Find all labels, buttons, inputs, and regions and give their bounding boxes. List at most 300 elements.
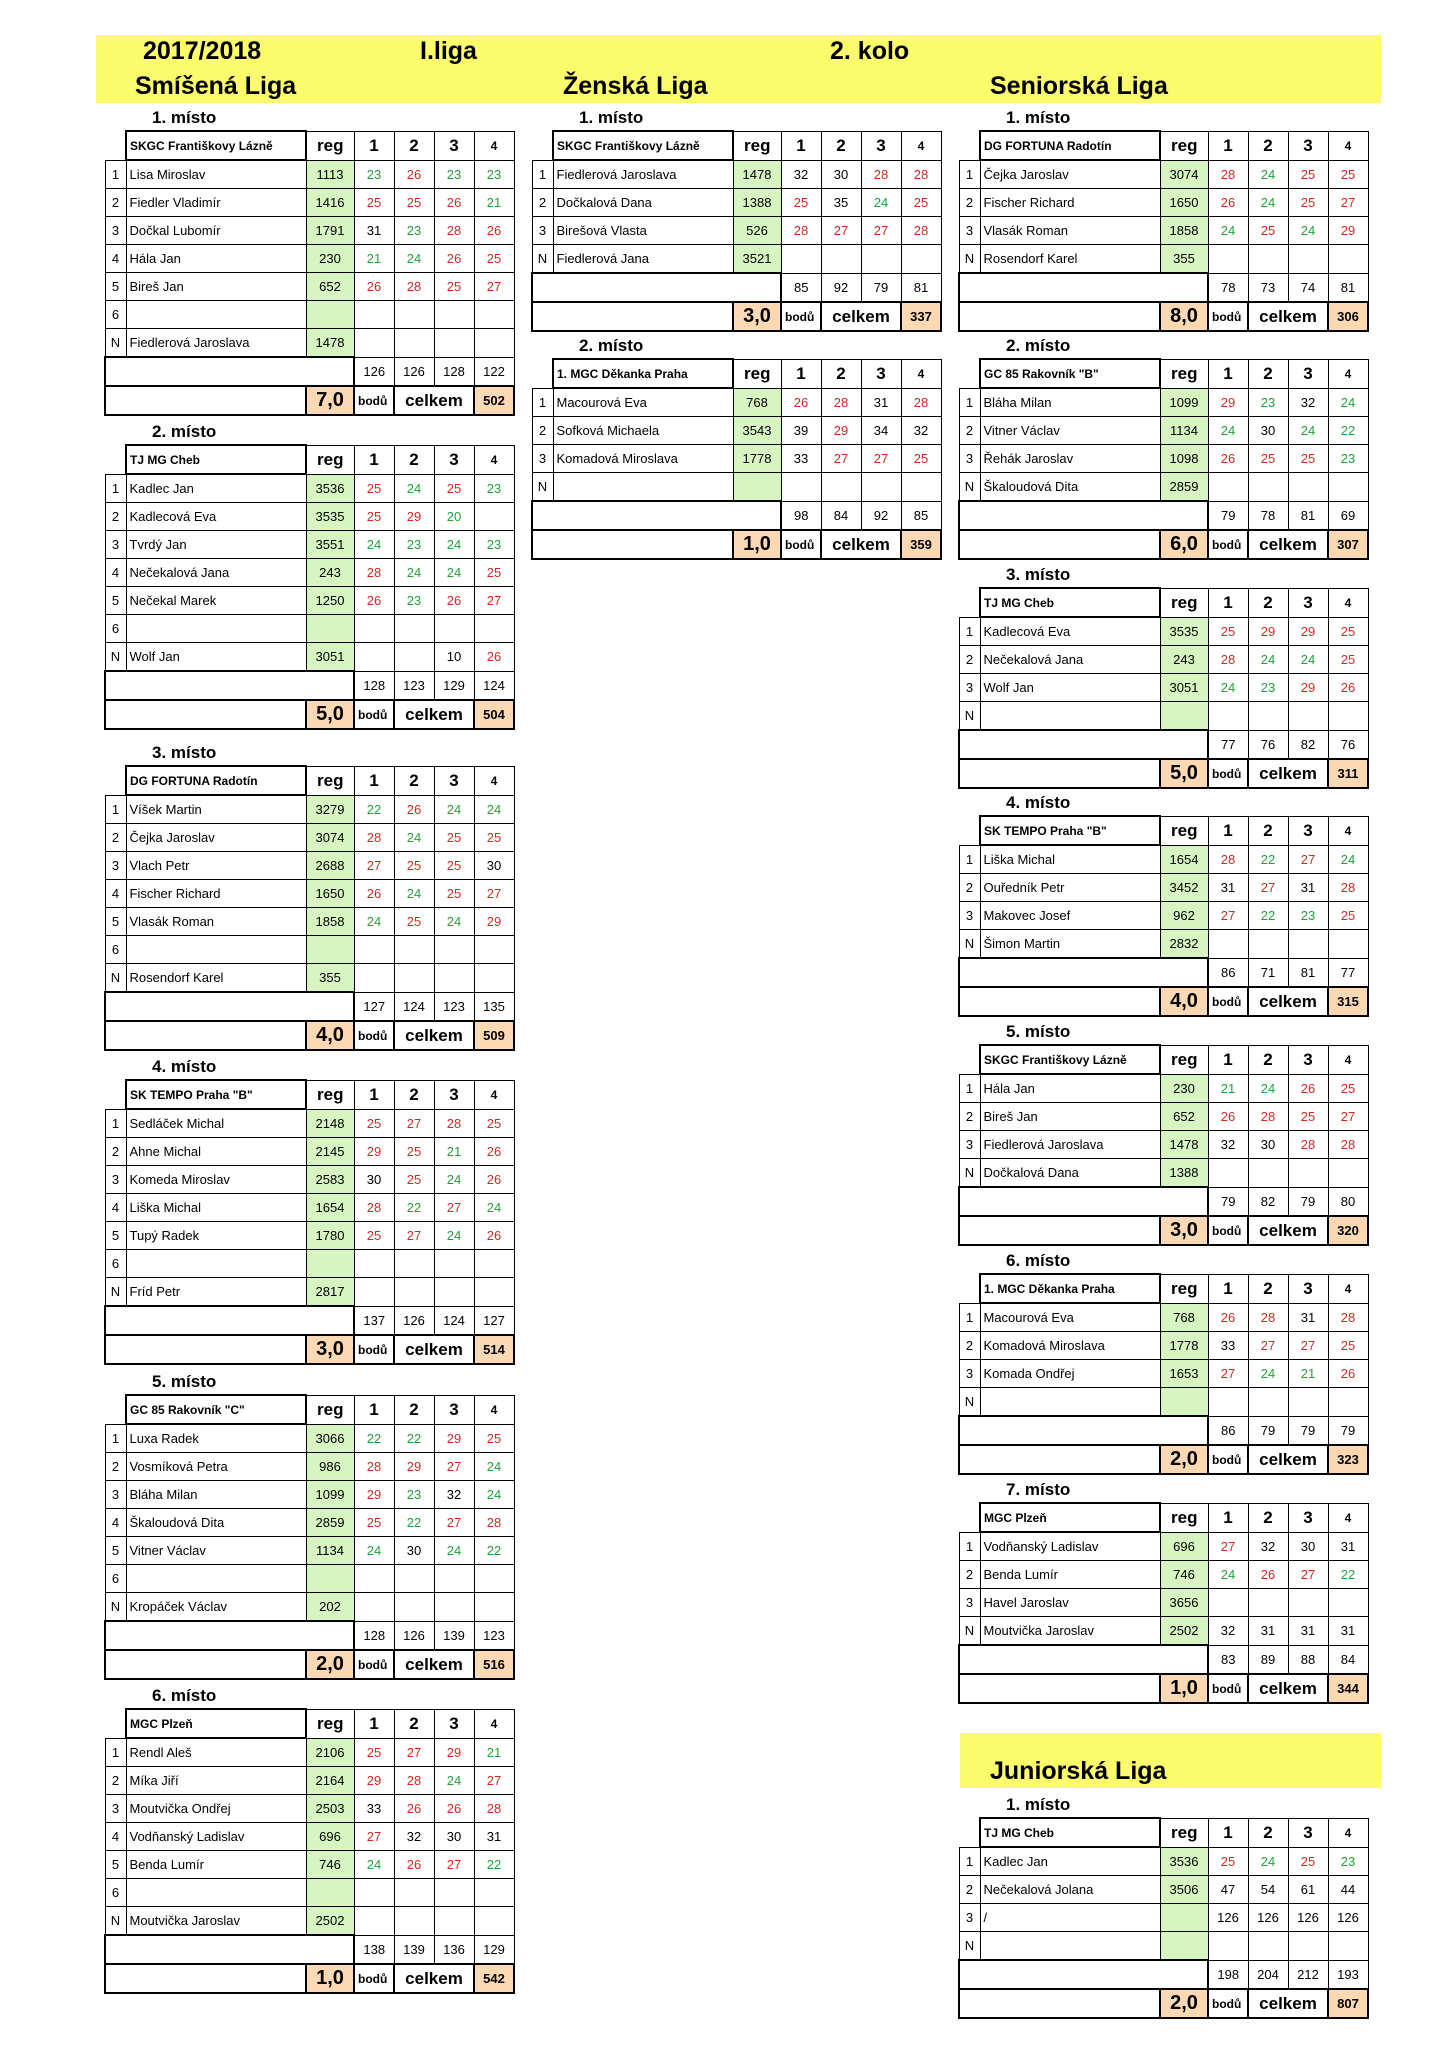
player-score: 29 [434, 1424, 474, 1453]
player-score: 28 [901, 160, 941, 189]
player-score: 24 [434, 908, 474, 936]
player-row [105, 503, 514, 531]
player-score: 24 [434, 795, 474, 824]
player-row [105, 1593, 514, 1622]
player-score [434, 615, 474, 643]
round-total: 128 [354, 671, 394, 700]
player-reg: 2859 [306, 1509, 354, 1537]
player-score: 28 [1208, 646, 1248, 674]
round-total: 123 [394, 671, 434, 700]
round-totals-spacer [959, 1187, 1208, 1216]
player-score: 25 [434, 474, 474, 503]
player-score [474, 936, 514, 964]
player-score: 126 [1208, 1904, 1248, 1932]
player-score [354, 964, 394, 993]
player-score: 21 [1288, 1360, 1328, 1388]
player-score: 30 [1248, 1131, 1288, 1159]
player-score: 28 [1328, 1303, 1368, 1332]
player-score [354, 1879, 394, 1907]
player-order: 3 [959, 1904, 980, 1932]
summary-spacer [959, 1674, 1160, 1703]
team-points: 8,0 [1160, 302, 1208, 331]
player-name [126, 301, 306, 329]
player-score: 23 [394, 1481, 434, 1509]
player-name: Ouředník Petr [980, 874, 1160, 902]
player-score: 29 [1208, 388, 1248, 417]
player-score: 29 [1288, 674, 1328, 702]
player-score: 26 [434, 587, 474, 615]
player-row [532, 189, 941, 217]
player-order: 2 [532, 189, 553, 217]
round-2-header: 2 [821, 131, 861, 160]
player-score [354, 1593, 394, 1622]
club-name: GC 85 Rakovník "C" [126, 1395, 306, 1424]
player-score: 25 [901, 189, 941, 217]
player-score: 22 [354, 1424, 394, 1453]
player-score: 28 [1208, 160, 1248, 189]
club-name: GC 85 Rakovník "B" [980, 359, 1160, 388]
player-reg: 3452 [1160, 874, 1208, 902]
player-reg: 1388 [733, 189, 781, 217]
player-score: 61 [1288, 1876, 1328, 1904]
player-name: Kadlec Jan [980, 1847, 1160, 1876]
player-score: 25 [474, 824, 514, 852]
player-row [105, 1250, 514, 1278]
round-3-header: 3 [1288, 588, 1328, 617]
player-reg: 2583 [306, 1166, 354, 1194]
player-score: 21 [1208, 1074, 1248, 1103]
player-reg [306, 1250, 354, 1278]
player-score [394, 643, 434, 672]
player-order: 3 [959, 1131, 980, 1159]
player-name: Víšek Martin [126, 795, 306, 824]
round-totals-spacer [959, 1416, 1208, 1445]
player-name: Nečekalová Jana [126, 559, 306, 587]
reg-header: reg [306, 1709, 354, 1738]
spacer-cell [105, 1709, 126, 1738]
round-total: 77 [1208, 730, 1248, 759]
player-order: 1 [532, 388, 553, 417]
round-4-header: 4 [1328, 1045, 1368, 1074]
player-name: / [980, 1904, 1160, 1932]
player-score [1328, 1159, 1368, 1188]
player-order: 1 [959, 1303, 980, 1332]
round-totals-spacer [105, 1621, 354, 1650]
player-order: N [959, 473, 980, 502]
player-score: 27 [1288, 1332, 1328, 1360]
summary-row [959, 302, 1368, 331]
player-score: 24 [861, 189, 901, 217]
player-order: 1 [959, 617, 980, 646]
club-name: 1. MGC Děkanka Praha [980, 1274, 1160, 1303]
player-score: 126 [1328, 1904, 1368, 1932]
player-score: 28 [1208, 845, 1248, 874]
round-total: 139 [394, 1935, 434, 1964]
player-score [1208, 1589, 1248, 1617]
player-reg: 1134 [1160, 417, 1208, 445]
player-row [959, 1904, 1368, 1932]
player-score: 25 [394, 852, 434, 880]
player-order: N [105, 964, 126, 993]
summary-row [959, 987, 1368, 1016]
player-score: 25 [354, 474, 394, 503]
player-order: N [959, 245, 980, 274]
player-score: 31 [474, 1823, 514, 1851]
player-order: 4 [105, 559, 126, 587]
player-score: 26 [434, 1795, 474, 1823]
player-score: 20 [434, 503, 474, 531]
player-row [105, 559, 514, 587]
summary-spacer [105, 386, 306, 415]
team-total: 306 [1328, 302, 1368, 331]
summary-spacer [959, 530, 1160, 559]
player-score [394, 936, 434, 964]
player-score: 27 [861, 217, 901, 245]
header-row [959, 816, 1368, 845]
player-order: 2 [959, 417, 980, 445]
round-3-header: 3 [1288, 1818, 1328, 1847]
player-score [394, 1565, 434, 1593]
player-score [1328, 1388, 1368, 1417]
player-name: Vlasák Roman [980, 217, 1160, 245]
header-row [105, 445, 514, 474]
team-table [104, 765, 515, 1051]
player-reg: 202 [306, 1593, 354, 1622]
player-score: 27 [1288, 845, 1328, 874]
round-total: 127 [354, 992, 394, 1021]
player-score: 39 [781, 417, 821, 445]
reg-header: reg [306, 1395, 354, 1424]
spacer-cell [532, 131, 553, 160]
player-score: 27 [821, 445, 861, 473]
player-name: Wolf Jan [980, 674, 1160, 702]
player-row [959, 445, 1368, 473]
spacer-cell [959, 131, 980, 160]
round-totals-spacer [959, 730, 1208, 759]
player-order: 3 [959, 217, 980, 245]
round-total: 122 [474, 357, 514, 386]
player-score [1288, 1932, 1328, 1961]
team-total: 504 [474, 700, 514, 729]
round-2-header: 2 [1248, 1818, 1288, 1847]
player-order: 4 [105, 1823, 126, 1851]
player-score: 28 [781, 217, 821, 245]
player-order: 1 [105, 1738, 126, 1767]
player-name: Macourová Eva [553, 388, 733, 417]
player-score: 32 [1208, 1131, 1248, 1159]
player-score: 26 [1288, 1074, 1328, 1103]
player-row [105, 273, 514, 301]
player-reg: 230 [1160, 1074, 1208, 1103]
player-order: 3 [959, 445, 980, 473]
round-2-header: 2 [1248, 588, 1288, 617]
player-row [105, 1481, 514, 1509]
points-label: bodů [781, 530, 821, 559]
player-order: 5 [105, 587, 126, 615]
round-totals-spacer [959, 1645, 1208, 1674]
player-score [354, 1278, 394, 1307]
summary-row [105, 1021, 514, 1050]
place-label: 1. místo [1006, 108, 1071, 127]
player-score: 24 [394, 824, 434, 852]
club-name: MGC Plzeň [126, 1709, 306, 1738]
player-score: 30 [1248, 417, 1288, 445]
player-score: 26 [1248, 1561, 1288, 1589]
player-score: 26 [474, 217, 514, 245]
player-reg: 3535 [1160, 617, 1208, 646]
player-score: 28 [1328, 1131, 1368, 1159]
player-score: 26 [394, 160, 434, 189]
round-totals-spacer [532, 501, 781, 530]
player-reg: 1250 [306, 587, 354, 615]
total-label: celkem [821, 302, 901, 331]
team-total: 307 [1328, 530, 1368, 559]
player-order: N [959, 1388, 980, 1417]
player-score: 26 [1328, 1360, 1368, 1388]
team-points: 4,0 [306, 1021, 354, 1050]
player-name: Řehák Jaroslav [980, 445, 1160, 473]
player-score [901, 245, 941, 274]
player-score: 24 [1208, 417, 1248, 445]
player-name: Rendl Aleš [126, 1738, 306, 1767]
player-score: 22 [354, 795, 394, 824]
player-reg: 243 [306, 559, 354, 587]
player-order: 6 [105, 1250, 126, 1278]
round-total: 126 [394, 1306, 434, 1335]
player-order: 2 [959, 874, 980, 902]
player-score: 25 [1288, 445, 1328, 473]
player-score: 25 [354, 503, 394, 531]
player-order: N [959, 702, 980, 731]
player-reg: 1858 [1160, 217, 1208, 245]
player-score: 27 [1248, 874, 1288, 902]
player-score: 28 [901, 217, 941, 245]
player-reg: 3551 [306, 531, 354, 559]
round-total: 83 [1208, 1645, 1248, 1674]
player-row [959, 417, 1368, 445]
round-total: 126 [394, 357, 434, 386]
player-row [105, 615, 514, 643]
player-row [959, 1388, 1368, 1417]
player-score: 29 [394, 1453, 434, 1481]
player-order: 4 [105, 245, 126, 273]
place-label: 4. místo [1006, 793, 1071, 812]
round-totals-spacer [959, 958, 1208, 987]
player-score: 25 [1328, 160, 1368, 189]
player-score: 29 [1288, 617, 1328, 646]
player-name: Fiedlerová Jana [553, 245, 733, 274]
player-score [1328, 702, 1368, 731]
player-reg: 1478 [306, 329, 354, 358]
round-2-header: 2 [1248, 1045, 1288, 1074]
round-totals-row [959, 273, 1368, 302]
player-reg: 2164 [306, 1767, 354, 1795]
player-score [434, 1907, 474, 1936]
club-name: SK TEMPO Praha "B" [980, 816, 1160, 845]
player-score: 27 [1248, 1332, 1288, 1360]
round-total: 128 [354, 1621, 394, 1650]
total-label: celkem [394, 1650, 474, 1679]
player-name: Fiedler Vladimír [126, 189, 306, 217]
team-points: 5,0 [1160, 759, 1208, 788]
player-score: 28 [861, 160, 901, 189]
round-totals-spacer [105, 992, 354, 1021]
player-score: 25 [1208, 617, 1248, 646]
team-points: 3,0 [733, 302, 781, 331]
player-row [959, 874, 1368, 902]
club-name: SKGC Františkovy Lázně [126, 131, 306, 160]
player-score: 44 [1328, 1876, 1368, 1904]
player-score: 27 [394, 1222, 434, 1250]
round-total: 139 [434, 1621, 474, 1650]
reg-header: reg [1160, 588, 1208, 617]
player-reg: 230 [306, 245, 354, 273]
round-total: 85 [781, 273, 821, 302]
player-score [861, 245, 901, 274]
club-name: DG FORTUNA Radotín [980, 131, 1160, 160]
player-name: Míka Jiří [126, 1767, 306, 1795]
player-reg: 652 [1160, 1103, 1208, 1131]
player-score: 22 [474, 1537, 514, 1565]
round-totals-row [105, 1621, 514, 1650]
player-score: 34 [861, 417, 901, 445]
player-score: 30 [434, 1823, 474, 1851]
player-score: 22 [1328, 417, 1368, 445]
round-2-header: 2 [1248, 1274, 1288, 1303]
points-label: bodů [1208, 1989, 1248, 2018]
player-score [1288, 702, 1328, 731]
total-label: celkem [394, 386, 474, 415]
round-2-header: 2 [1248, 1503, 1288, 1532]
player-score: 47 [1208, 1876, 1248, 1904]
round-total: 82 [1248, 1187, 1288, 1216]
round-2-header: 2 [394, 131, 434, 160]
player-reg: 3051 [1160, 674, 1208, 702]
player-row [959, 245, 1368, 274]
player-score: 29 [821, 417, 861, 445]
player-order: 4 [105, 880, 126, 908]
player-row [105, 587, 514, 615]
round-total: 123 [474, 1621, 514, 1650]
player-name: Nečekalová Jana [980, 646, 1160, 674]
player-score: 27 [474, 273, 514, 301]
reg-header: reg [1160, 131, 1208, 160]
player-name: Vosmíková Petra [126, 1453, 306, 1481]
player-reg: 1780 [306, 1222, 354, 1250]
player-score [354, 301, 394, 329]
player-reg: 1653 [1160, 1360, 1208, 1388]
total-label: celkem [1248, 1445, 1328, 1474]
round-4-header: 4 [1328, 1503, 1368, 1532]
player-score: 25 [434, 880, 474, 908]
player-score: 31 [1328, 1617, 1368, 1646]
player-score [474, 503, 514, 531]
team-table [958, 815, 1369, 1017]
player-score: 25 [1328, 617, 1368, 646]
round-total: 79 [1208, 501, 1248, 530]
player-score: 27 [434, 1851, 474, 1879]
player-score: 23 [354, 160, 394, 189]
player-reg: 746 [1160, 1561, 1208, 1589]
player-row [105, 1879, 514, 1907]
player-name: Bláha Milan [980, 388, 1160, 417]
player-score: 33 [354, 1795, 394, 1823]
player-name [980, 1388, 1160, 1417]
player-score: 26 [354, 273, 394, 301]
header-row [959, 1045, 1368, 1074]
round-totals-row [105, 992, 514, 1021]
player-row [105, 1424, 514, 1453]
reg-header: reg [1160, 1045, 1208, 1074]
player-row [959, 1103, 1368, 1131]
player-reg: 2859 [1160, 473, 1208, 502]
team-total: 337 [901, 302, 941, 331]
player-score: 126 [1288, 1904, 1328, 1932]
player-row [532, 445, 941, 473]
round-total: 129 [474, 1935, 514, 1964]
summary-spacer [105, 1335, 306, 1364]
spacer-cell [959, 816, 980, 845]
summary-row [959, 1989, 1368, 2018]
player-score: 23 [1248, 388, 1288, 417]
player-reg: 2502 [306, 1907, 354, 1936]
player-score [1288, 1388, 1328, 1417]
player-score [1328, 1589, 1368, 1617]
player-score: 24 [1248, 1360, 1288, 1388]
header-row [105, 766, 514, 795]
player-row [532, 473, 941, 502]
player-name: Kadlecová Eva [980, 617, 1160, 646]
player-name: Bireš Jan [980, 1103, 1160, 1131]
player-reg: 696 [1160, 1532, 1208, 1561]
team-total: 344 [1328, 1674, 1368, 1703]
player-score: 23 [394, 217, 434, 245]
player-row [105, 1851, 514, 1879]
player-score: 24 [434, 1222, 474, 1250]
round-totals-row [959, 1960, 1368, 1989]
header-row [105, 1080, 514, 1109]
player-score: 26 [394, 1851, 434, 1879]
player-score: 24 [474, 1453, 514, 1481]
player-score: 25 [434, 852, 474, 880]
player-score [474, 301, 514, 329]
player-score: 29 [1248, 617, 1288, 646]
round-totals-spacer [105, 1306, 354, 1335]
total-label: celkem [821, 530, 901, 559]
player-score: 22 [1248, 902, 1288, 930]
player-score [781, 245, 821, 274]
player-reg: 1478 [733, 160, 781, 189]
club-name: SKGC Františkovy Lázně [553, 131, 733, 160]
round-total: 76 [1248, 730, 1288, 759]
points-label: bodů [354, 1021, 394, 1050]
round-total: 81 [1328, 273, 1368, 302]
player-row [959, 902, 1368, 930]
round-total: 193 [1328, 1960, 1368, 1989]
points-label: bodů [1208, 302, 1248, 331]
player-reg: 2148 [306, 1109, 354, 1138]
player-score: 25 [354, 1738, 394, 1767]
player-score: 27 [394, 1738, 434, 1767]
total-label: celkem [394, 700, 474, 729]
player-order: 2 [959, 1561, 980, 1589]
player-score: 24 [1288, 646, 1328, 674]
team-table [104, 130, 515, 416]
player-reg: 1791 [306, 217, 354, 245]
round-total: 85 [901, 501, 941, 530]
round-total: 138 [354, 1935, 394, 1964]
round-2-header: 2 [394, 445, 434, 474]
